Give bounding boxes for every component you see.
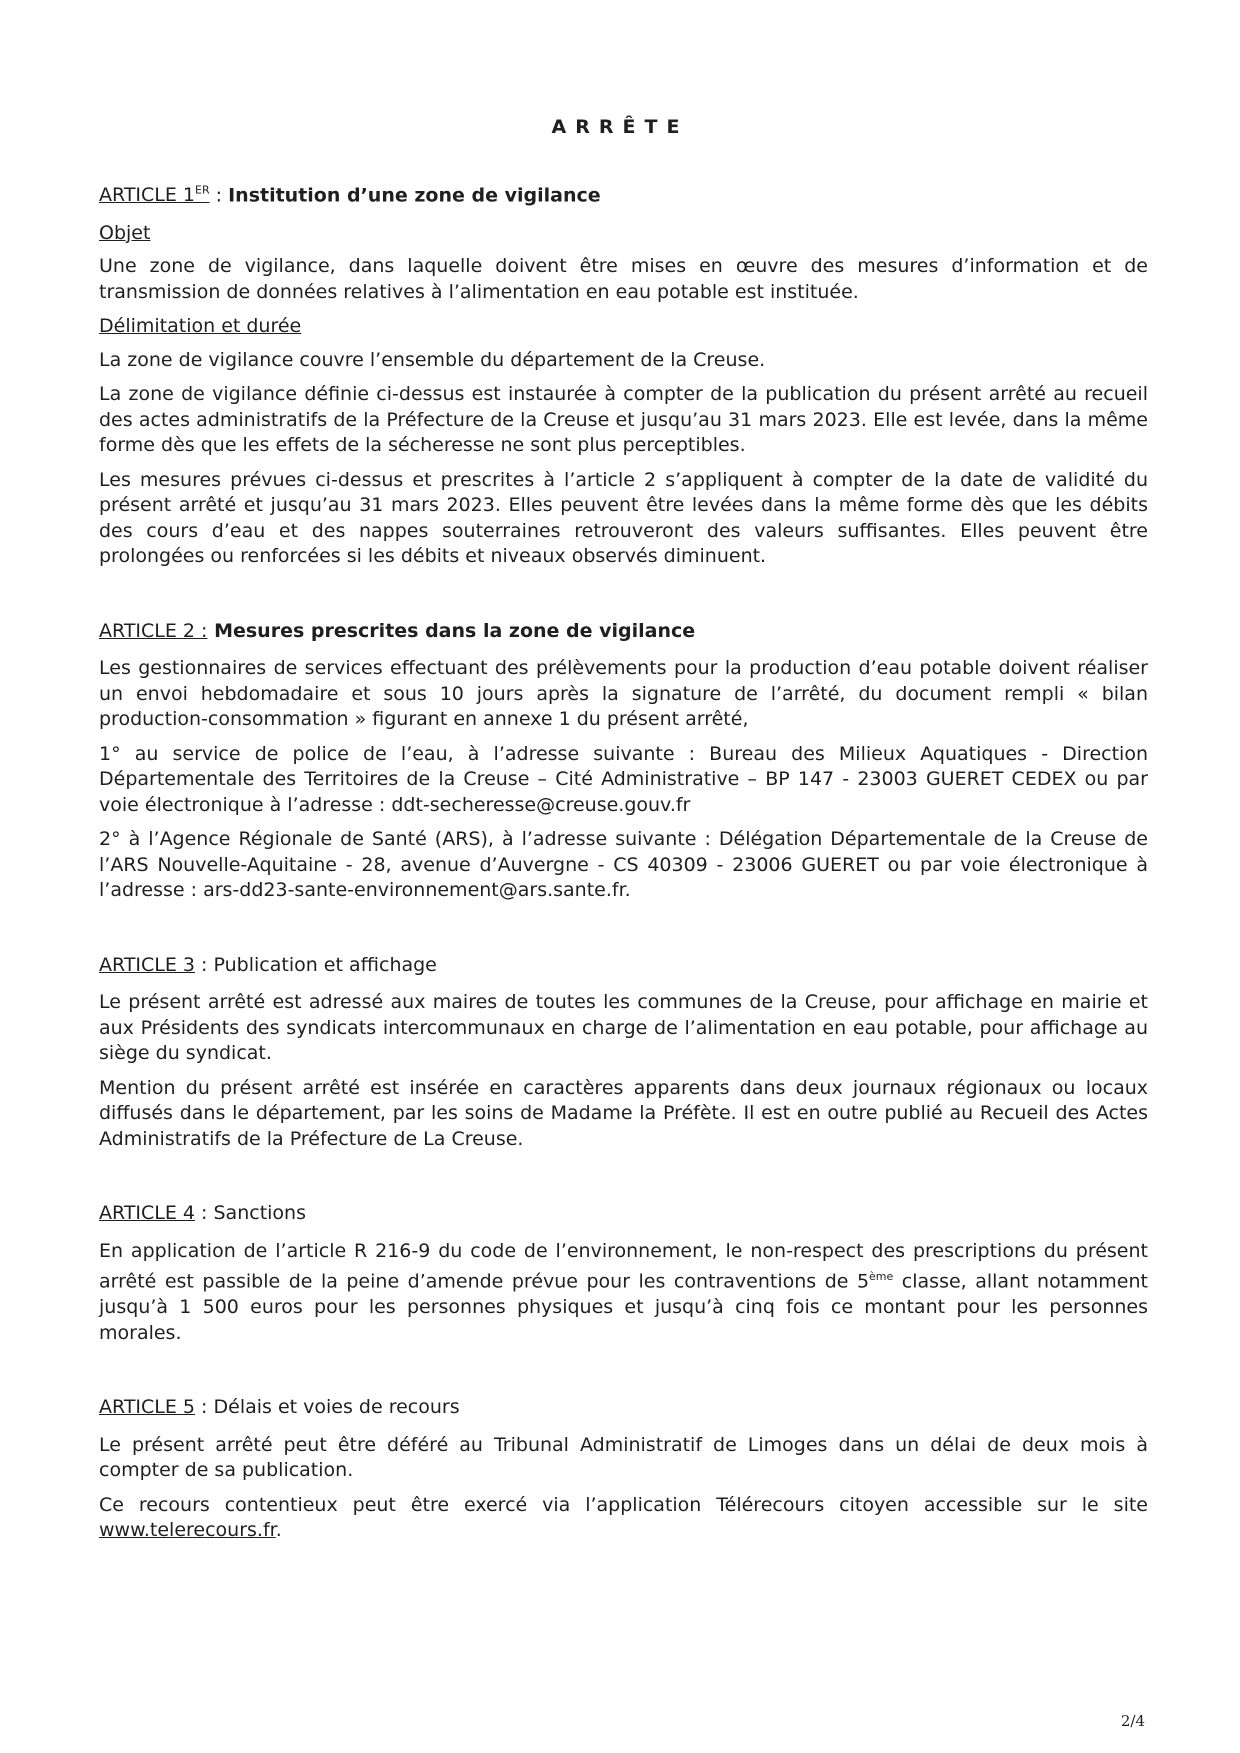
article-4-text-after: classe, allant notamment jusqu’à 1 500 euros pour les personnes physiques et jusqu’à cinq fois ce montant pour les personnes morales.	[99, 1270, 1148, 1344]
article-2-label: ARTICLE 2 :	[99, 619, 208, 642]
article-1-separator: :	[209, 184, 229, 207]
article-3-paragraph: Le présent arrêté est adressé aux maires de toutes les communes de la Creuse, pour affichage en mairie et aux Présidents des syndicats intercommunaux en charge de l’alimentation en eau potable, pour affichage au siège du syndicat.	[99, 991, 1148, 1065]
article-2-title: Mesures prescrites dans la zone de vigilance	[207, 619, 696, 642]
article-3-paragraph: Mention du présent arrêté est insérée en caractères apparents dans deux journaux régionaux ou locaux diffusés dans le département, par les soins de Madame la Préfète. Il est en outre publié au Recueil des Actes Administratifs de la Préfecture de La Creuse.	[99, 1076, 1148, 1150]
article-4-title: : Sanctions	[195, 1202, 306, 1225]
article-1-title: Institution d’une zone de vigilance	[228, 184, 601, 207]
section-spacer	[99, 913, 1148, 953]
article-5-label: ARTICLE 5	[99, 1396, 196, 1419]
article-1-paragraph: La zone de vigilance définie ci-dessus est instaurée à compter de la publication du présent arrêté au recueil des actes administratifs de la Préfecture de la Creuse et jusqu’au 31 mars 2023. Elle est levée, dans la même forme dès que les effets de la sécheresse ne sont plus perceptibles.	[99, 383, 1148, 457]
section-spacer	[99, 1355, 1148, 1395]
article-1-paragraph: Une zone de vigilance, dans laquelle doivent être mises en œuvre des mesures d’information et de transmission de données relatives à l’alimentation en eau potable est instituée.	[99, 255, 1148, 303]
article-5-paragraph: Le présent arrêté peut être déféré au Tribunal Administratif de Limoges dans un délai de deux mois à compter de sa publication.	[99, 1433, 1148, 1482]
article-3-title: : Publication et affichage	[195, 953, 437, 976]
article-2-paragraph: Les gestionnaires de services effectuant des prélèvements pour la production d’eau potable doivent réaliser un envoi hebdomadaire et sous 10 jours après la signature de l’arrêté, du document rempli « bilan production-consommation » figurant en annexe 1 du présent arrêté,	[99, 657, 1148, 731]
telerecours-link[interactable]: www.telerecours.fr	[99, 1519, 276, 1542]
article-5-title: : Délais et voies de recours	[195, 1396, 460, 1419]
section-spacer	[99, 1161, 1148, 1201]
article-4-text-before: En application de l’article R 216-9 du code de l’environnement, le non-respect des prescriptions du présent arrêté est passible de la peine d’amende prévue pour les contraventions de 5	[99, 1239, 1148, 1293]
section-spacer	[99, 579, 1148, 619]
article-4-superscript: ème	[869, 1270, 894, 1284]
article-4-heading	[99, 1201, 1148, 1227]
article-5-heading	[99, 1395, 1148, 1421]
article-3-label: ARTICLE 3	[99, 953, 196, 976]
article-1-label-sup: ER	[195, 184, 210, 197]
page-number: 2/4	[1120, 1712, 1145, 1730]
article-5-paragraph	[99, 1493, 1148, 1544]
article-2-paragraph: 2° à l’Agence Régionale de Santé (ARS), à l’adresse suivante : Délégation Départementale de la Creuse de l’ARS Nouvelle-Aquitaine - 28, avenue d’Auvergne - CS 40309 - 23006 GUERET ou par voie électronique à l’adresse : ars-dd23-sante-environnement@ars.sante.fr.	[99, 828, 1148, 902]
article-1-heading	[99, 178, 1148, 209]
document-body	[99, 178, 1148, 1553]
article-1-label-text: ARTICLE 1	[99, 184, 196, 207]
article-1-subheading-delimitation: Délimitation et durée	[99, 315, 302, 338]
document-title: ARRÊTE	[551, 116, 689, 138]
article-4-paragraph	[99, 1239, 1148, 1346]
article-1-paragraph: La zone de vigilance couvre l’ensemble du département de la Creuse.	[99, 348, 766, 371]
article-1-paragraph: Les mesures prévues ci-dessus et prescrites à l’article 2 s’appliquent à compter de la date de validité du présent arrêté et jusqu’au 31 mars 2023. Elles peuvent être levées dans la même forme dès que les débits des cours d’eau et des nappes souterraines retrouveront des valeurs suffisantes. Elles peuvent être prolongées ou renforcées si les débits et niveaux observés diminuent.	[99, 468, 1148, 568]
article-5-text-end: .	[275, 1519, 282, 1542]
article-1-label	[99, 184, 210, 206]
article-3-heading	[99, 953, 1148, 979]
article-1-subheading-objet: Objet	[99, 221, 151, 244]
article-2-paragraph: 1° au service de police de l’eau, à l’adresse suivante : Bureau des Milieux Aquatiques - Direction Départementale des Territoires de la Creuse – Cité Administrative – BP 147 - 23003 GUERET CEDEX ou par voie électronique à l’adresse : ddt-secheresse@creuse.gouv.fr	[99, 742, 1148, 816]
article-2-heading	[99, 619, 1148, 645]
article-5-text: Ce recours contentieux peut être exercé via l’application Télérecours citoyen accessible sur le site	[99, 1493, 1148, 1516]
article-4-label: ARTICLE 4	[99, 1202, 196, 1225]
